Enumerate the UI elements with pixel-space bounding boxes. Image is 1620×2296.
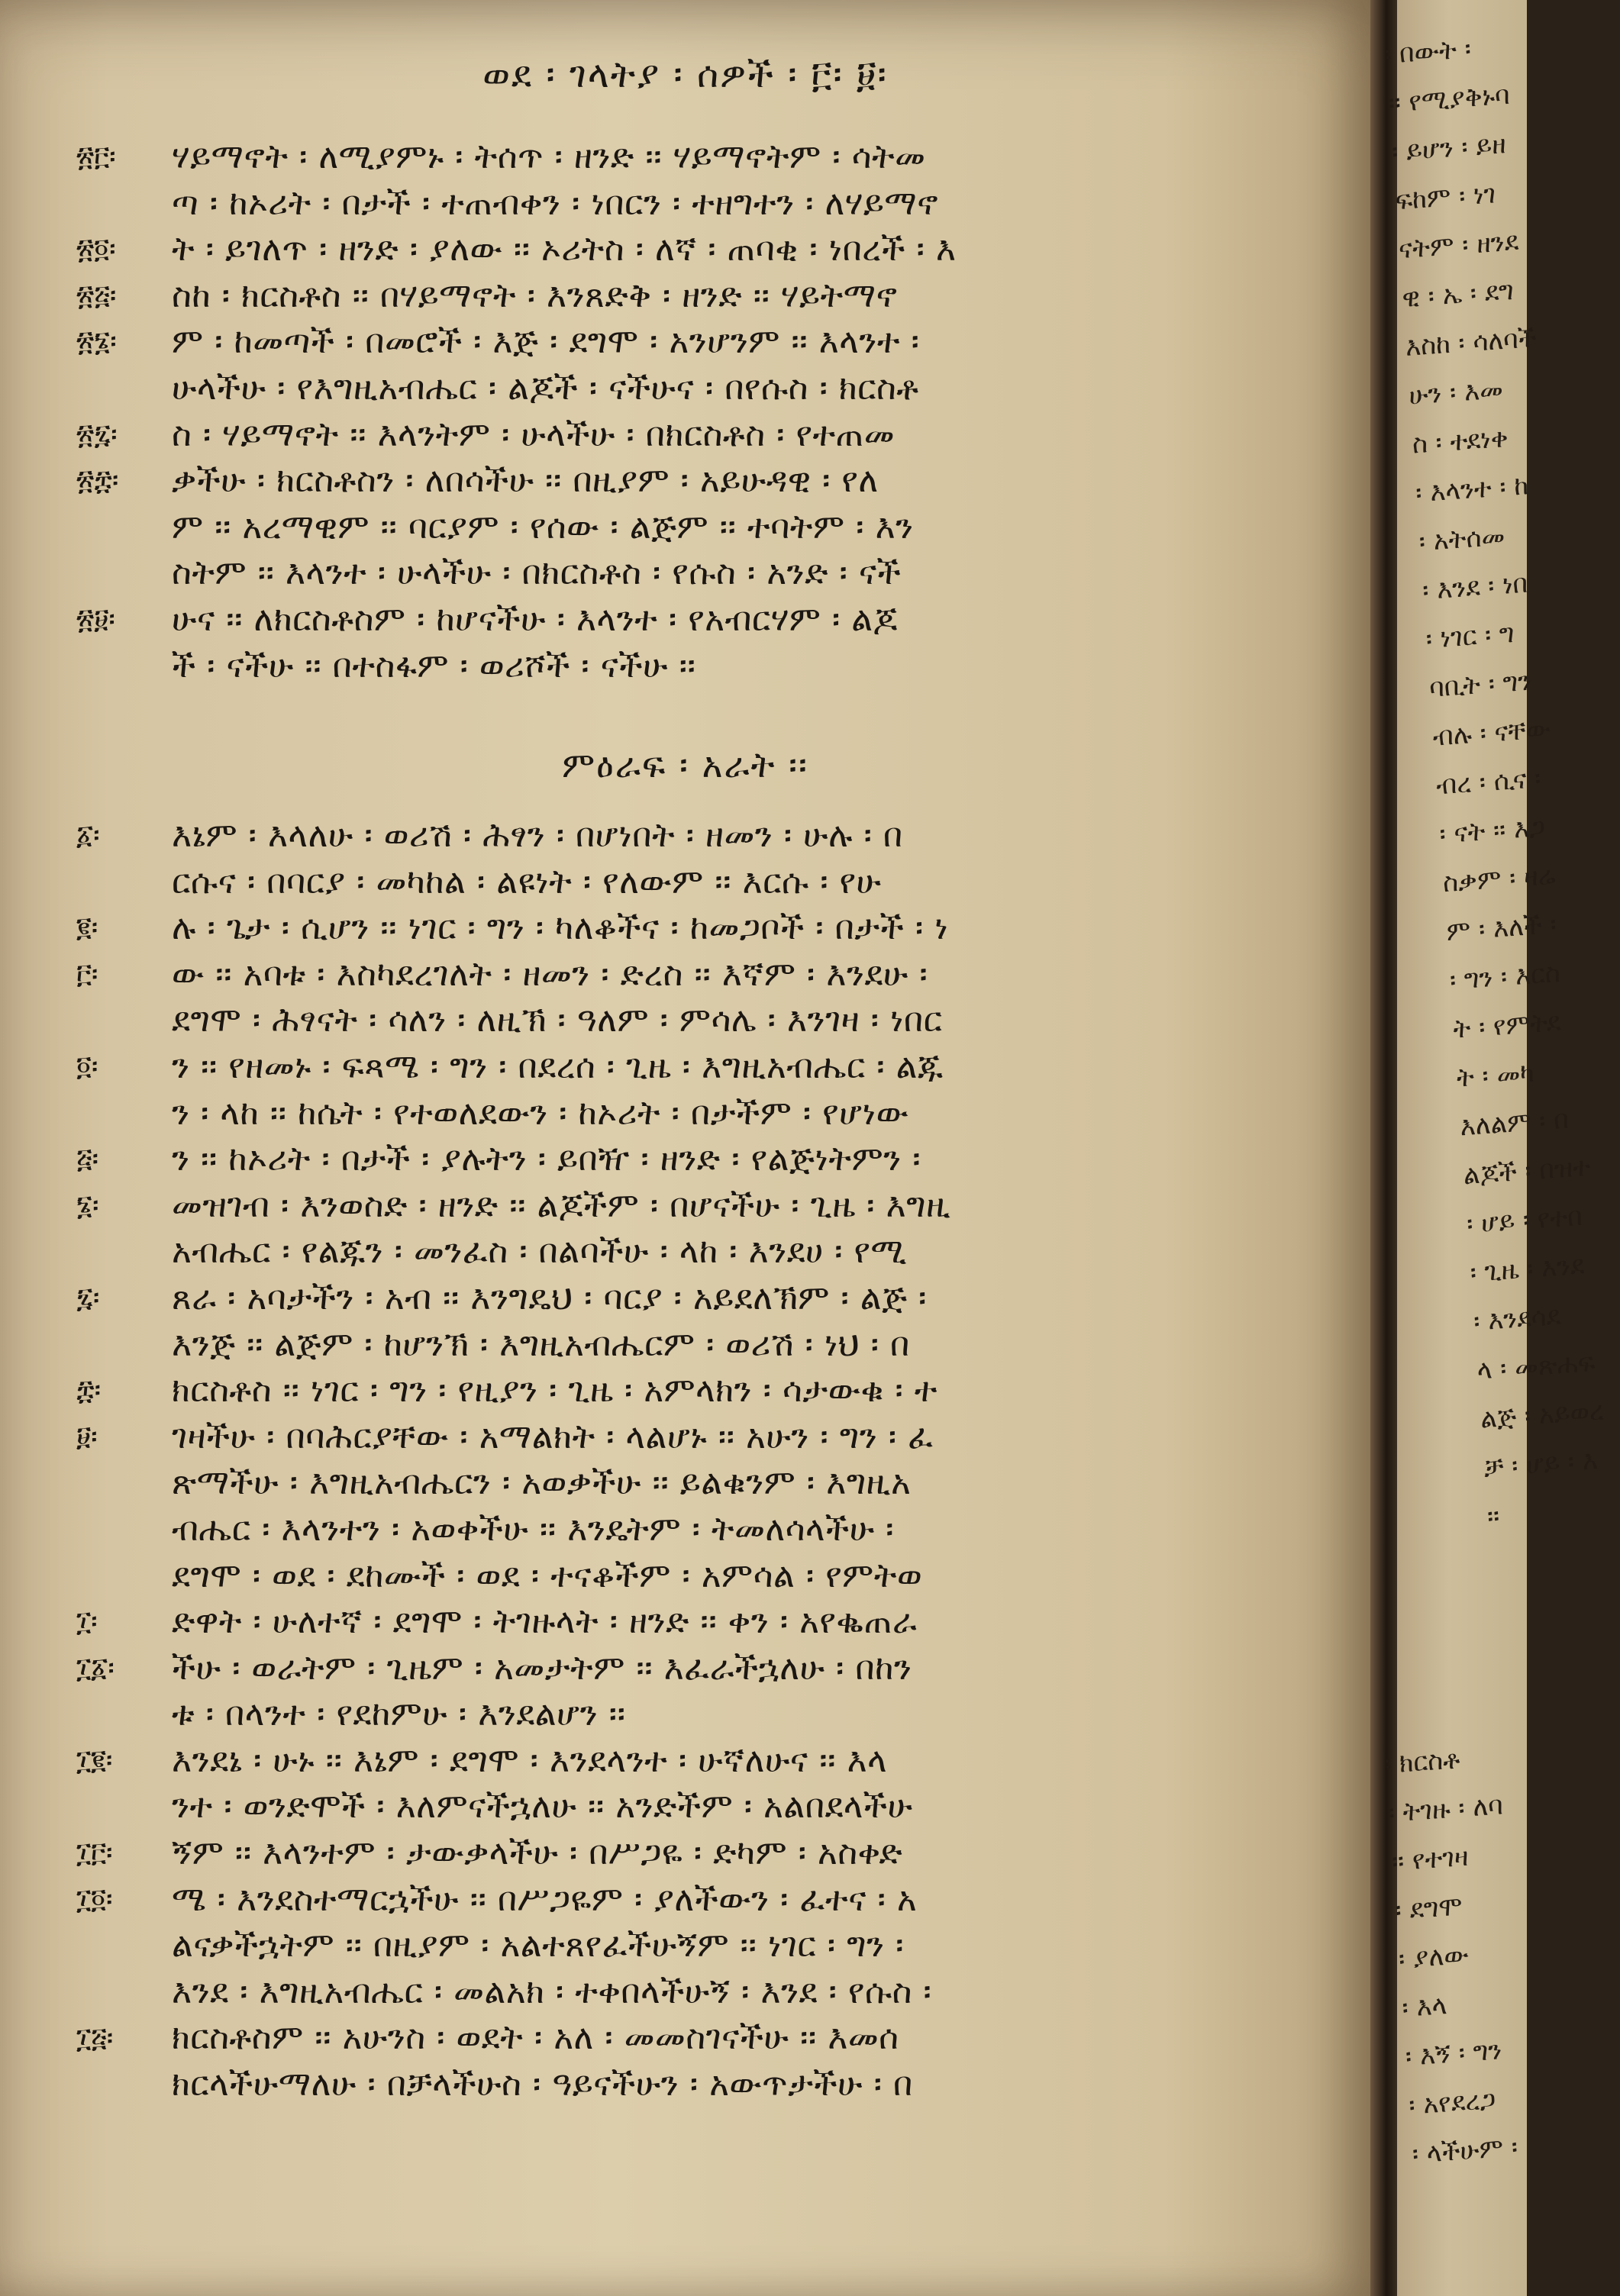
text-line: ጽማችሁ ፡ እግዚአብሔርን ፡ አወቃችሁ ፡፡ ይልቁንም ፡ እግዚአ bbox=[172, 1463, 912, 1503]
chapter-heading: ምዕራፍ ፡ አራት ፡፡ bbox=[562, 744, 808, 785]
right-page-line: ፡ በውት ፡ bbox=[1383, 34, 1473, 70]
right-page-line: ፡ እንደ ፡ ነበ bbox=[1421, 568, 1529, 607]
text-line: እኔም ፡ እላለሁ ፡ ወሪሽ ፡ ሕፃን ፡ በሆነበት ፡ ዘመን ፡ ሁሉ ፡ በ bbox=[172, 816, 903, 855]
verse-number: ፫፡ bbox=[76, 958, 98, 990]
verse-number: ፪፡ bbox=[76, 912, 98, 944]
right-page-line: ፡ እኝ ፡ ግን bbox=[1404, 2035, 1503, 2072]
text-line: ሁላችሁ ፡ የእግዚአብሔር ፡ ልጆች ፡ ናችሁና ፡ በየሱስ ፡ ክርስቶ bbox=[172, 368, 919, 408]
text-line: ብሔር ፡ እላንተን ፡ አወቀችሁ ፡፡ እንዴትም ፡ ትመለሳላችሁ ፡ bbox=[172, 1509, 895, 1549]
verse-number: ፯፡ bbox=[76, 1282, 100, 1314]
verse-number: ፲፪፡ bbox=[76, 1745, 113, 1776]
text-line: ጣ ፡ ከኦሪት ፡ በታች ፡ ተጠብቀን ፡ ነበርን ፡ ተዘግተን ፡ ለሃይማኖ bbox=[172, 183, 939, 223]
right-page-line: ልጅ ፡ አይወረ bbox=[1479, 1395, 1605, 1435]
text-line: ስትም ፡፡ እላንተ ፡ ሁላችሁ ፡ በክርስቶስ ፡ የሱስ ፡ አንድ ፡ ናች bbox=[172, 553, 902, 593]
text-line: ጸራ ፡ አባታችን ፡ አብ ፡፡ እንግዴህ ፡ ባርያ ፡ አይደለኽም ፡ ልጅ ፡ bbox=[172, 1278, 927, 1317]
text-line: ክርላችሁማለሁ ፡ በቻላችሁስ ፡ ዓይናችሁን ፡ አውጥታችሁ ፡ በ bbox=[172, 2065, 913, 2104]
text-line: ደግሞ ፡ ሕፃናት ፡ ሳለን ፡ ለዚኽ ፡ ዓለም ፡ ምሳሌ ፡ እንገዛ ፡ ነበር bbox=[172, 1001, 943, 1040]
verse-number: ፳፮፡ bbox=[76, 326, 117, 358]
verse-number: ፳፯፡ bbox=[76, 418, 118, 450]
text-line: ቃችሁ ፡ ክርስቶስን ፡ ለበሳችሁ ፡፡ በዚያም ፡ አይሁዳዊ ፡ የለ bbox=[172, 461, 879, 501]
right-page-line: ፡ ግን ፡ እርስ bbox=[1448, 957, 1562, 996]
right-page-line: ባቢት ፡ ግን bbox=[1428, 666, 1533, 704]
text-line: ም ፡ ከመጣች ፡ በመሮች ፡ እጅ ፡ ደግሞ ፡ አንሆንም ፡፡ እላንተ ፡ bbox=[172, 322, 920, 362]
verse-number: ፲፬፡ bbox=[76, 1883, 113, 1915]
right-page-line: ልጆች ፡ በዝተ bbox=[1462, 1151, 1592, 1192]
right-page-line: ሁን ፡ እመ bbox=[1408, 374, 1505, 411]
right-page-line: ፡፡ bbox=[1486, 1501, 1501, 1533]
right-page-line: ፡ እንደሳደ bbox=[1472, 1300, 1562, 1337]
text-block-2 bbox=[172, 813, 1305, 2108]
right-page-line: ብሉ ፡ ናቸው bbox=[1431, 713, 1552, 753]
text-line: ክርስቶስ ፡፡ ነገር ፡ ግን ፡ የዚያን ፡ ጊዜ ፡ አምላክን ፡ ሳታውቁ ፡ ተ bbox=[172, 1371, 937, 1411]
verse-number: ፲፩፡ bbox=[76, 1652, 115, 1684]
verse-number: ፲፭፡ bbox=[76, 2022, 114, 2054]
right-page-line: ፡ ትገዙ ፡ ለባ bbox=[1387, 1790, 1505, 1829]
text-line: ት ፡ ይገለጥ ፡ ዘንድ ፡ ያለው ፡፡ ኦሪትስ ፡ ለኛ ፡ ጠባቂ ፡ ነበረች ፡ እ bbox=[172, 230, 957, 269]
text-line: ንተ ፡ ወንድሞች ፡ እለምናችኋለሁ ፡፡ አንድችም ፡ አልበደላችሁ bbox=[172, 1787, 913, 1827]
verse-number: ፲፫፡ bbox=[76, 1837, 113, 1869]
right-page-line: ፡ ክርስቶ bbox=[1383, 1744, 1461, 1780]
text-line: ሜ ፡ እንደስተማርኋችሁ ፡፡ በሥጋዬም ፡ ያለችውን ፡ ፈተና ፡ አ bbox=[172, 1879, 918, 1919]
text-line: ክርስቶስም ፡፡ አሁንስ ፡ ወደት ፡ አለ ፡ መመስገናችሁ ፡፡ እመሰ bbox=[172, 2018, 899, 2058]
text-line: ልናቃችኋትም ፡፡ በዚያም ፡ አልተጸየፈችሁኝም ፡፡ ነገር ፡ ግን ፡ bbox=[172, 1926, 904, 1965]
right-page-line: ፡ ሆይ ፡ የተበ bbox=[1465, 1201, 1583, 1240]
verse-number: ፭፡ bbox=[76, 1143, 99, 1175]
running-header: ወደ ፡ ገላትያ ፡ ሰዎች ፡ ፫፡ ፱፡ bbox=[482, 53, 888, 96]
right-page-line: ብረ ፡ ሲና ፡ bbox=[1434, 763, 1542, 801]
text-line: ን ፡፡ የዘመኑ ፡ ፍጻሜ ፡ ግን ፡ በደረሰ ፡ ጊዜ ፡ እግዚአብሔር ፡ ልጁ bbox=[172, 1046, 944, 1086]
right-page-line: ም ፡ እለች ፡ bbox=[1445, 909, 1557, 948]
text-line: መዝገብ ፡ እንወስድ ፡ ዘንድ ፡፡ ልጆችም ፡ በሆናችሁ ፡ ጊዜ ፡ እግዚ bbox=[172, 1185, 951, 1225]
text-line: እንጅ ፡፡ ልጅም ፡ ከሆንኽ ፡ እግዚአብሔርም ፡ ወሪሽ ፡ ነህ ፡ በ bbox=[172, 1324, 910, 1364]
right-page-line: ፡ ያለው bbox=[1397, 1939, 1470, 1975]
right-page-line: ስቃም ፡ ዛሬ bbox=[1441, 860, 1557, 899]
right-page-line: ናትም ፡ ዘንደ bbox=[1397, 226, 1520, 266]
text-line: ቱ ፡ በላንተ ፡ የደከምሁ ፡ እንደልሆን ፡፡ bbox=[172, 1695, 626, 1734]
text-line: ሉ ፡ ጌታ ፡ ሲሆን ፡፡ ነገር ፡ ግን ፡ ካለቆችና ፡ ከመጋቦች ፡ በታች ፡ ነ bbox=[172, 908, 949, 948]
right-page-line: ፡ አየደረጋ bbox=[1408, 2084, 1497, 2121]
text-line: ን ፡፡ ከኦሪት ፡ በታች ፡ ያሉትን ፡ ይበዥ ፡ ዘንድ ፡ የልጅነትምን ፡ bbox=[172, 1140, 921, 1179]
verse-number: ፲፡ bbox=[76, 1606, 98, 1638]
text-line: ስ ፡ ሃይማኖት ፡፡ እላንትም ፡ ሁላችሁ ፡ በክርስቶስ ፡ የተጠመ bbox=[172, 414, 895, 454]
text-line: ገዛችሁ ፡ በባሕርያቸው ፡ አማልክት ፡ ላልሆኑ ፡፡ አሁን ፡ ግን ፡ ፈ bbox=[172, 1417, 934, 1456]
right-page-line: ፡ ናት ፡፡ እጋ bbox=[1438, 811, 1547, 850]
right-page-line: ፡ ደግሞ bbox=[1394, 1891, 1463, 1927]
right-page-line: እስከ ፡ ሳለባች bbox=[1404, 323, 1538, 363]
right-page-line: ፡ ላችሁም ፡ bbox=[1411, 2132, 1519, 2170]
right-page-line: ላ ፡ መጽሐፍ bbox=[1476, 1346, 1596, 1386]
right-page-line: ፡ አትሰመ bbox=[1418, 521, 1506, 558]
verse-number: ፳፭፡ bbox=[76, 279, 117, 311]
text-line: እንደኔ ፡ ሁኑ ፡፡ እኔም ፡ ደግሞ ፡ እንደላንተ ፡ ሁኛለሁና ፡፡ እላ bbox=[172, 1740, 888, 1780]
text-line: ሁና ፡፡ ለክርስቶስም ፡ ከሆናችሁ ፡ እላንተ ፡ የአብርሃም ፡ ልጆ bbox=[172, 599, 898, 639]
text-line: ች ፡ ናችሁ ፡፡ በተስፋም ፡ ወሪሾች ፡ ናችሁ ፡፡ bbox=[172, 646, 696, 685]
verse-number: ፰፡ bbox=[76, 1375, 102, 1407]
right-page-line: ፡ እላንተ ፡ ከ bbox=[1415, 470, 1530, 509]
text-line: ችሁ ፡ ወራትም ፡ ጊዜም ፡ አመታትም ፡፡ እፈራችኋለሁ ፡ በከን bbox=[172, 1648, 912, 1688]
right-page-line: ስ ፡ ተደነቀ bbox=[1411, 422, 1509, 460]
verse-number: ፮፡ bbox=[76, 1189, 99, 1221]
text-line: ደግሞ ፡ ወደ ፡ ደከሙች ፡ ወደ ፡ ተናቆችም ፡ አምሳል ፡ የምትወ bbox=[172, 1556, 923, 1595]
right-page-line: ፡ እላ bbox=[1401, 1990, 1448, 2024]
right-page-line: ፡፡ የሚያቅኑባ bbox=[1387, 79, 1511, 119]
verse-number: ፱፡ bbox=[76, 1420, 98, 1453]
verse-number: ፳፱፡ bbox=[76, 604, 115, 635]
verse-number: ፳፫፡ bbox=[76, 141, 116, 173]
text-line: ድዋት ፡ ሁለተኛ ፡ ደግሞ ፡ ትገዙላት ፡ ዘንድ ፡፡ ቀን ፡ አየቈጠራ bbox=[172, 1602, 918, 1642]
verse-number: ፩፡ bbox=[76, 820, 100, 851]
right-page-line: ዊ ፡ ኤ ፡ ደግ bbox=[1401, 275, 1515, 314]
text-line: ኝም ፡፡ እላንተም ፡ ታውቃላችሁ ፡ በሥጋዬ ፡ ድካም ፡ አስቀድ bbox=[172, 1833, 903, 1873]
right-page-line: ት ፡ የምትደ bbox=[1452, 1007, 1562, 1045]
text-line: አብሔር ፡ የልጁን ፡ መንፈስ ፡ በልባችሁ ፡ ላከ ፡ እንደሀ ፡ የሚ bbox=[172, 1232, 907, 1272]
text-line: ም ፡፡ አረማዊም ፡፡ ባርያም ፡ የሰው ፡ ልጅም ፡፡ ተባትም ፡ እን bbox=[172, 507, 914, 547]
right-page-line: ፡፡ የተገዛ bbox=[1390, 1841, 1470, 1878]
verse-number: ፳፰፡ bbox=[76, 465, 119, 497]
right-page-line: ፍከም ፡ ነገ bbox=[1394, 179, 1497, 217]
right-page-line: ቻ ፡ ሆይ ፡ እ bbox=[1483, 1445, 1599, 1484]
right-page-line: ፡ ነገር ፡ ግ bbox=[1425, 618, 1515, 656]
verse-number: ፳፬፡ bbox=[76, 234, 116, 266]
book-gutter bbox=[1370, 0, 1397, 2296]
right-page-line: ፡ ይሆን ፡ ይዘ bbox=[1390, 129, 1507, 168]
text-line: ን ፡ ላከ ፡፡ ከሴት ፡ የተወለደውን ፡ ከኦሪት ፡ በታችም ፡ የሆነው bbox=[172, 1093, 909, 1133]
right-page-line: ት ፡ መካ bbox=[1455, 1057, 1535, 1094]
text-line: ሃይማኖት ፡ ለሚያምኑ ፡ ትሰጥ ፡ ዘንድ ፡፡ ሃይማኖትም ፡ ሳትመ bbox=[172, 137, 926, 176]
verse-number: ፬፡ bbox=[76, 1051, 98, 1082]
text-line: ስከ ፡ ክርስቶስ ፡፡ በሃይማኖት ፡ እንጸድቅ ፡ ዘንድ ፡፡ ሃይትማኖ bbox=[172, 276, 898, 315]
text-line: እንደ ፡ እግዚአብሔር ፡ መልአክ ፡ ተቀበላችሁኝ ፡ እንደ ፡ የሱስ ፡ bbox=[172, 1972, 932, 2011]
text-block-1 bbox=[172, 134, 1305, 689]
right-page-line: እለልም ፡ በ bbox=[1459, 1104, 1570, 1143]
text-line: ርሱና ፡ በባርያ ፡ መካከል ፡ ልዩነት ፡ የለውም ፡፡ እርሱ ፡ የሁ bbox=[172, 862, 882, 901]
text-line: ው ፡፡ አባቱ ፡ እስካደረገለት ፡ ዘመን ፡ ድረስ ፡፡ እኛም ፡ እንደሁ ፡ bbox=[172, 954, 928, 994]
right-page-line: ፡ ጊዜ ፡ እንደ bbox=[1469, 1250, 1586, 1288]
